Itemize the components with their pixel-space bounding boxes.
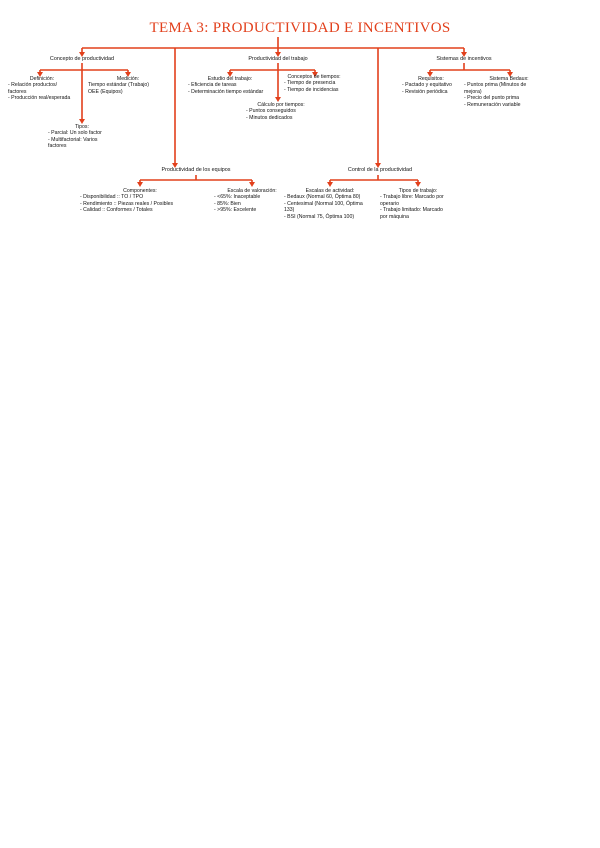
requisitos-item: - Revisión periódica — [402, 88, 448, 95]
requisitos-label: Requisitos: — [418, 76, 444, 82]
node-productividad-equipos: Productividad de los equipos — [161, 167, 231, 173]
trabajo-conceptos-tiempos — [284, 74, 344, 93]
componentes-item: - Calidad :: Conformes / Totales — [80, 207, 153, 214]
bedaux-item: mejora) — [464, 88, 482, 95]
tipos-trabajo-label: Tipos de trabajo: — [398, 188, 438, 194]
componentes-label: Componentes: — [123, 188, 157, 194]
escalas-label: Escalas de actividad: — [305, 188, 355, 194]
control-tipos-trabajo — [380, 188, 456, 220]
equipos-escala-valoracion — [214, 188, 290, 214]
escalas-item: - BSI (Normal 75, Óptima 100) — [284, 213, 355, 220]
trabajo-calculo-tiempos — [246, 102, 316, 121]
equipos-componentes — [80, 188, 200, 214]
calculo-item: - Minutos dedicados — [246, 114, 293, 121]
escalas-item: 133) — [284, 207, 295, 214]
bedaux-item: - Remuneración variable — [464, 101, 521, 108]
tipos-trabajo-item: - Trabajo limitado: Marcado — [380, 207, 443, 214]
escala-item: - <65%: Inaceptable — [214, 194, 261, 201]
escala-item: - 85%: Bien — [214, 200, 241, 207]
concepto-medicion — [88, 76, 168, 95]
tipos-item: - Parcial: Un solo factor — [48, 130, 102, 137]
conceptos-tiempos-label: Conceptos de tiempos: — [287, 74, 341, 80]
definicion-label: Definición: — [29, 76, 55, 82]
escalas-item: - Centesimal (Normal 100, Óptima — [284, 200, 363, 207]
estudio-item: - Determinación tiempo estándar — [188, 88, 264, 95]
escala-label: Escala de valoración: — [227, 188, 277, 194]
componentes-item: - Rendimiento :: Piezas reales / Posibles — [80, 200, 174, 207]
concepto-tipos — [48, 124, 116, 150]
medicion-label: Medición: — [116, 76, 140, 82]
tipos-item: - Multifactorial: Varios — [48, 136, 98, 143]
node-control-productividad: Control de la productividad — [347, 167, 413, 173]
node-concepto-productividad: Concepto de productividad — [49, 56, 115, 62]
requisitos-item: - Pactado y equitativo — [402, 82, 452, 89]
estudio-label: Estudio del trabajo: — [207, 76, 253, 82]
definicion-item: - Relación productos/ — [8, 82, 58, 89]
conceptos-tiempos-item: - Tiempo de incidencias — [284, 86, 339, 93]
tipos-trabajo-item: operario — [380, 200, 400, 207]
tipos-label: Tipos: — [75, 124, 89, 130]
sistemas-requisitos — [402, 76, 460, 95]
control-escalas-actividad — [284, 188, 376, 220]
bedaux-item: - Puntos prima (Minutos de — [464, 82, 527, 89]
conceptos-tiempos-item: - Tiempo de presencia — [284, 80, 336, 87]
page-title: TEMA 3: PRODUCTIVIDAD E INCENTIVOS — [149, 20, 451, 36]
tipos-trabajo-item: por máquina — [380, 213, 409, 220]
medicion-item: Tiempo estándar (Trabajo) — [88, 82, 150, 89]
tipos-trabajo-item: - Trabajo libre: Marcado por — [380, 194, 444, 201]
medicion-item: OEE (Equipos) — [88, 88, 123, 95]
node-productividad-trabajo: Productividad del trabajo — [248, 56, 308, 62]
node-sistemas-incentivos: Sistemas de incentivos — [436, 56, 492, 62]
escalas-item: - Bedaux (Normal 60, Óptima 80) — [284, 194, 361, 201]
calculo-label: Cálculo por tiempos: — [257, 102, 305, 108]
trabajo-estudio — [188, 76, 272, 95]
estudio-item: - Eficiencia de tareas — [188, 82, 237, 89]
bedaux-item: - Precio del punto prima — [464, 95, 520, 102]
componentes-item: - Disponibilidad :: TO / TPO — [80, 194, 144, 201]
escala-item: - >95%: Excelente — [214, 207, 257, 214]
tipos-item: factores — [48, 143, 67, 150]
sistemas-bedaux — [464, 76, 554, 108]
definicion-item: factores — [8, 88, 27, 95]
bedaux-label: Sistema Bedaux: — [489, 76, 529, 82]
concepto-definicion — [8, 76, 76, 102]
calculo-item: - Puntos conseguidos — [246, 108, 296, 115]
definicion-item: - Producción real/esperada — [8, 95, 71, 102]
